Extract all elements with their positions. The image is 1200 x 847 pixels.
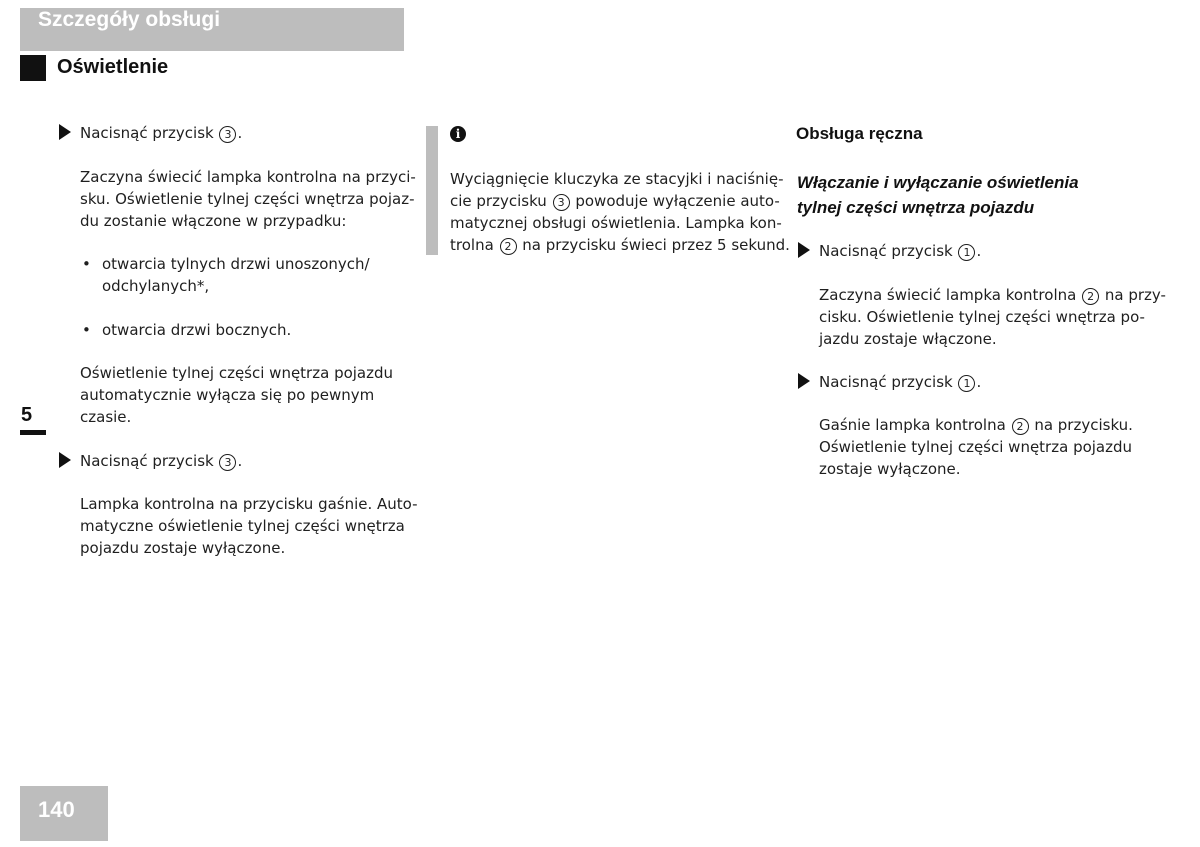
left-bullet-1: otwarcia tylnych drzwi unoszonych/ odchylanych*, [102, 255, 370, 295]
step-arrow-icon [59, 124, 71, 140]
bullet-dot: • [82, 255, 91, 273]
right-paragraph-1: Zaczyna świecić lampka kontrolna 2 na przy- cisku. Oświetlenie tylnej części wnętrza po- jazdu zostaje włączone. [819, 286, 1166, 348]
left-step-2: Nacisnąć przycisk 3 . [80, 452, 243, 470]
right-step-1: Nacisnąć przycisk 1 . [819, 242, 982, 260]
header-title: Szczegóły obsługi [38, 8, 221, 31]
subsection-subheading: Włączanie i wyłączanie oświetlenia tylnej części wnętrza pojazdu [797, 173, 1079, 217]
button-number-badge: 3 [219, 454, 236, 471]
step-arrow-icon [59, 452, 71, 468]
bullet-dot: • [82, 321, 91, 339]
right-step-2: Nacisnąć przycisk 1 . [819, 373, 982, 391]
left-paragraph-2: Oświetlenie tylnej części wnętrza pojazdu automatycznie wyłącza się po pewnym czasie. [80, 364, 394, 426]
button-number-badge: 1 [958, 375, 975, 392]
button-number-badge: 2 [1082, 288, 1099, 305]
step-arrow-icon [798, 242, 810, 258]
subsection-heading: Obsługa ręczna [796, 124, 923, 143]
chapter-marker [20, 430, 46, 435]
left-bullet-2: otwarcia drzwi bocznych. [102, 321, 292, 339]
chapter-number: 5 [21, 404, 33, 426]
button-number-badge: 3 [219, 126, 236, 143]
note-bar [426, 126, 438, 255]
section-marker [20, 55, 46, 81]
step-arrow-icon [798, 373, 810, 389]
note-text: Wyciągnięcie kluczyka ze stacyjki i naciśnię- cie przycisku 3 powoduje wyłączenie auto- matycznej obsługi oświetlenia. Lampka kon- trolna 2 na przycisku świeci przez 5 sekund. [450, 170, 790, 254]
left-paragraph-3: Lampka kontrolna na przycisku gaśnie. Auto- matyczne oświetlenie tylnej części wnętrza pojazdu zostaje wyłączone. [80, 495, 418, 557]
button-number-badge: 1 [958, 244, 975, 261]
page-number: 140 [38, 797, 75, 822]
section-title: Oświetlenie [57, 56, 169, 78]
left-step-1: Nacisnąć przycisk 3 . [80, 124, 243, 142]
left-paragraph-1: Zaczyna świecić lampka kontrolna na przyci- sku. Oświetlenie tylnej części wnętrza pojaz- du zostanie włączone w przypadku: [80, 168, 416, 230]
right-paragraph-2: Gaśnie lampka kontrolna 2 na przycisku. Oświetlenie tylnej części wnętrza pojazdu zostaje wyłączone. [819, 416, 1133, 478]
button-number-badge: 3 [553, 194, 570, 211]
button-number-badge: 2 [500, 238, 517, 255]
button-number-badge: 2 [1012, 418, 1029, 435]
info-icon: i [450, 126, 466, 142]
